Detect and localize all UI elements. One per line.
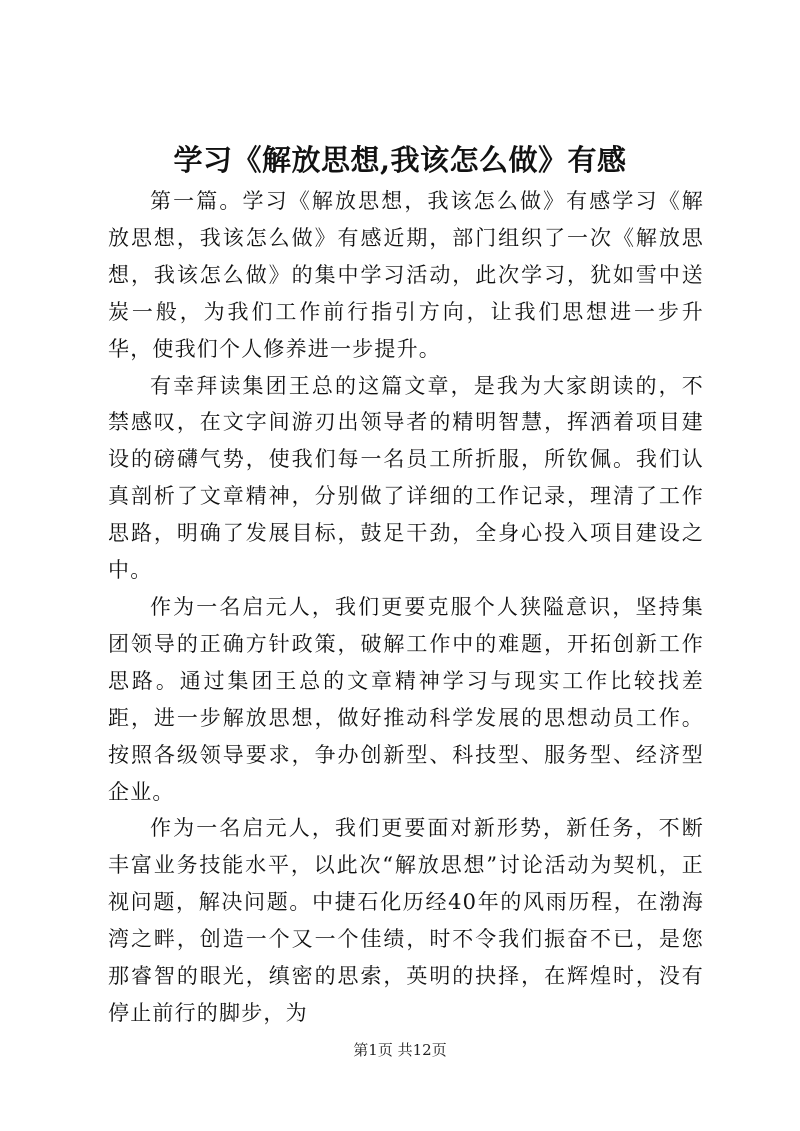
paragraph-3: 作为一名启元人，我们更要克服个人狭隘意识，坚持集团领导的正确方针政策，破解工作中的难题，开拓创新工作思路。通过集团王总的文章精神学习与现实工作比较找差距，进一步解放思想，做好推动科学发展的思想动员工作。按照各级领导要求，争办创新型、科技型、服务型、经济型企业。 bbox=[108, 594, 704, 804]
document-title: 学习《解放思想,我该怎么做》有感 bbox=[173, 143, 627, 177]
page-number-footer: 第1页 共12页 bbox=[353, 1041, 447, 1059]
paragraph-4: 作为一名启元人，我们更要面对新形势，新任务，不断丰富业务技能水平，以此次“解放思想”讨论活动为契机，正视问题，解决问题。中捷石化历经40年的风雨历程，在渤海湾之畔，创造一个又一个佳绩，时不令我们振奋不已，是您那睿智的眼光，缜密的思索，英明的抉择，在辉煌时，没有停止前行的脚步，为 bbox=[108, 816, 704, 1025]
paragraph-2: 有幸拜读集团王总的这篇文章，是我为大家朗读的，不禁感叹，在文字间游刃出领导者的精明智慧，挥洒着项目建设的磅礴气势，使我们每一名员工所折服，所钦佩。我们认真剖析了文章精神，分别做了详细的工作记录，理清了工作思路，明确了发展目标，鼓足干劲，全身心投入项目建设之中。 bbox=[108, 373, 704, 583]
document-body bbox=[108, 183, 704, 1032]
paragraph-1: 第一篇。学习《解放思想，我该怎么做》有感学习《解放思想，我该怎么做》有感近期，部门组织了一次《解放思想，我该怎么做》的集中学习活动，此次学习，犹如雪中送炭一般，为我们工作前行指引方向，让我们思想进一步升华，使我们个人修养进一步提升。 bbox=[108, 189, 704, 361]
